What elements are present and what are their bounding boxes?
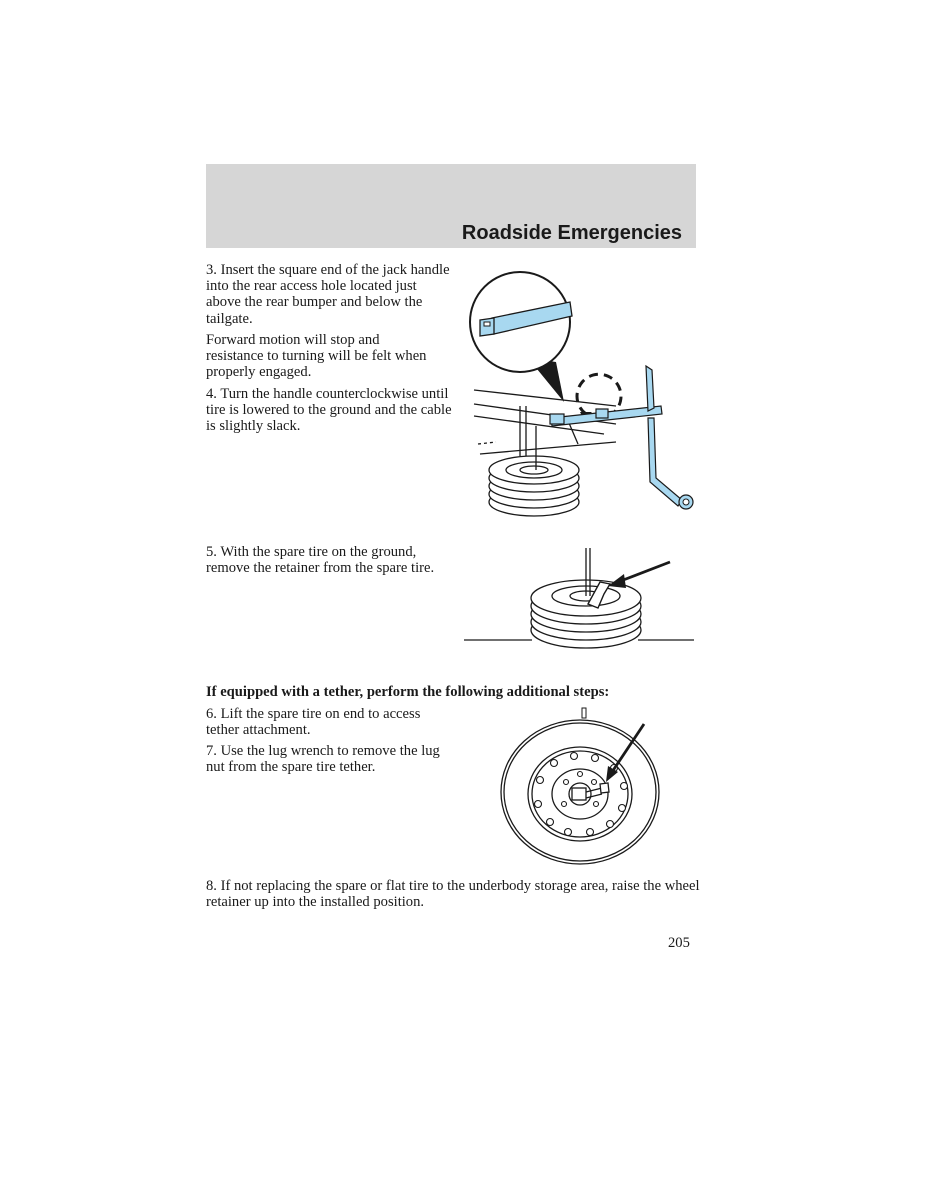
jack-handle-illustration — [466, 266, 698, 520]
step-6-text: 6. Lift the spare tire on end to access tether attachment. — [206, 706, 421, 739]
rotation-arrow-icon — [577, 374, 621, 414]
step-7-text: 7. Use the lug wrench to remove the lug nut from the spare tire tether. — [206, 743, 440, 776]
header-band — [206, 164, 696, 248]
page-number: 205 — [668, 935, 690, 951]
step-3-text: 3. Insert the square end of the jack handle into the rear access hole located just above the rear bumper and below the tailgate. — [206, 262, 450, 327]
tether-lug-nut — [600, 783, 609, 793]
arrow-icon — [618, 562, 670, 582]
step-8-text: 8. If not replacing the spare or flat tire to the underbody storage area, raise the wheel retainer up into the installed position. — [206, 878, 700, 911]
section-title: Roadside Emergencies — [461, 222, 682, 244]
step-5-text: 5. With the spare tire on the ground, remove the retainer from the spare tire. — [206, 544, 435, 577]
engagement-note: Forward motion will stop and resistance to turning will be felt when properly engaged. — [206, 332, 427, 381]
retainer-removal-illustration — [464, 544, 696, 654]
step-4-text: 4. Turn the handle counterclockwise until tire is lowered to the ground and the cable is slightly slack. — [206, 386, 452, 435]
tether-heading: If equipped with a tether, perform the following additional steps: — [206, 684, 610, 700]
tether-lug-nut-illustration — [498, 704, 662, 866]
